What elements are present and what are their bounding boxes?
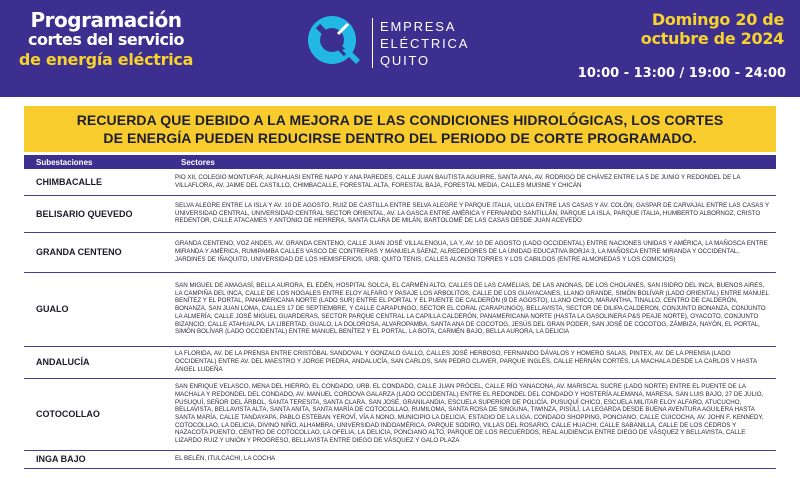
- substation-name: GRANDA CENTENO: [24, 232, 169, 272]
- sector-list: GRANDA CENTENO, VOZ ANDES, AV. GRANDA CENTENO, CALLE JUAN JOSÉ VILLALENGUA, LA Y, AV. 10 DE AGOSTO (LADO OCCIDENTAL) ENTRE NACIONES UNIDAS Y AMÉRICA, LA MAÑOSCA ENTRE MIRANDA Y AMÉRICA, RUMIPAMBA CALLES VASCO DE CONTRERAS Y MANUELA SÁENZ, ALREDEDORES DE LA UNIDAD EDUCATIVA BORJA 3, LA MAÑOSCA ENTRE MIRANDA Y OCCIDENTAL, JARDINES DE IÑAQUITO, UNIVERSIDAD DE LOS HEMISFERIOS, URB. QUITO TENIS, CALLES ALONSO TORRES Y LOS CABILDOS (ENTRE ALMONEDAS Y LOS COMICIOS): [169, 232, 776, 272]
- outage-hours: 10:00 - 13:00 / 19:00 - 24:00: [577, 66, 786, 81]
- sector-list: SAN MIGUEL DE AMAGASÍ, BELLA AURORA, EL EDÉN, HOSPITAL SOLCA, EL CARMÉN ALTO, CALLES DE LAS CAMELIAS, DE LAS ANONAS, DE LOS CHOLANES, SAN ISIDRO DEL INCA, BUENOS AIRES, LA CAMPIÑA DEL INCA, CALLE DE LOS NOGALES ENTRE ELOY ALFARO Y PASAJE LOS ARBOLITOS, CALLE DE LOS GUAYACANES, LLANO GRANDE, SIMÓN BOLÍVAR (LADO ORIENTAL) ENTRE MANUEL BENÍTEZ Y EL PORTAL, PANAMERICANA NORTE (LADO SUR) ENTRE EL PORTAL Y EL PUENTE DE CALDERÓN (9 DE AGOSTO), LLANO CHICO, MARANTHA, TINALLO, CENTRO DE CALDERÓN, BONANZA, SAN JUAN LOMA, CALLES 17 DE SEPTIEMBRE, Y CALLE CARAPUNGO, SECTOR EL CORAL (CARAPUNGO), BELLAVISTA, SECTOR DE DILIPA CALDERON, CONJUNTO BONANZA, CONJUNTO LA ALMERÍA, CALLE JOSÉ MIGUEL GUARDERAS, SECTOR PARQUE CENTRAL LA CAPILLA CALDERÓN, PANAMERICANA NORTE (HASTA LA GASOLINERA P&S PEAJE NORTE), OYACOTO, CONJUNTO BIZANCIO, CALLE ATAHUALPA, LA LIBERTAD, GUALO, LA DOLOROSA, ALVAROPAMBA, SANTA ANA DE COCOTOG, JESÚS DEL GRAN PODER, SAN JOSÉ DE COCOTOG, ZÁMBIZA, NAYÓN, EL PORTAL, SIMÓN BOLÍVAR (LADO OCCIDENTAL) ENTRE MANUEL BENÍTEZ Y EL PORTAL, LA BOTA, CARMÉN BAJO, BELLA AURORA, LA DELICIA: [169, 272, 776, 346]
- substation-name: GUALO: [24, 272, 169, 346]
- date-line-1: Domingo 20 de: [651, 10, 784, 29]
- date-block: [641, 10, 784, 48]
- notice-line-1: RECUERDA QUE DEBIDO A LA MEJORA DE LAS CONDICIONES HIDROLÓGICAS, LOS CORTES: [76, 112, 724, 128]
- table-header-row: [24, 155, 776, 169]
- table-row: [24, 272, 776, 346]
- sector-list: SAN ENRIQUE VELASCO, MENA DEL HIERRO, EL CONDADO, URB. EL CONDADO, CALLE JUAN PRÓCEL, CALLE RÍO YANACONA, AV. MARISCAL SUCRE (LADO NORTE) ENTRE EL PUENTE DE LA MACHALA Y REDONDEL DEL CONDADO, AV. MANUEL CORDOVA GALARZA (LADO OCCIDENTAL) ENTRE EL REDONDEL DEL CONDADO Y HOSTERÍA ALEMANA, MARESA, SAN LUIS BAJO, 27 DE JULIO, PUSUQUÍ, SEÑOR DEL ÁRBOL, SANTA TERESITA, SANTA CLARA, SAN JOSÉ, GRANILANDIA, ESCUELA SUPERIOR DE POLICÍA, PUSUQUÍ CHICO, ESCUELA MILITAR ELOY ALFARO, ATUCUCHO, BELLAVISTA, BELLAVISTA ALTA, SANTA ANITA, SANTA MARÍA DE COTOCOLLAO, RUMILOMA, SANTA ROSA DE SINGUNA, TIWINZA, PISULÍ, LA LEGARDA DESDE BUENA AVENTURA AGUILERA HASTA SANTA MARÍA, CALLE TANDAYAPA, PABLO ESTEBAN YEROVÍ, VÍA A NONO, MUNICIPIO LA DELICIA, ESTADIO DE LA LIGA, CONDADO SHOPPING, PONCIANO, CALLE CUICOCHA, AV. JOHN F. KENNEDY, COTOCOLLAO, LA DELICIA, DIVINO NIÑO, ALHAMBRA, UNIVERSIDAD INDOAMÉRICA, PARQUE SODIRO, VILLAS DEL ROSARIO, CALLE HUACHI, CALLE SABANILLA, CALLE DE LOS CEDROS Y NAZACOTA PUENTO, CENTRO DE COTOCOLLAO, LA OFELIA, LA DELICIA, PONCIANO ALTO, PARQUE DE LOS RECUERDOS, REAL AUDIENCIA ENTRE DIEGO DE VÁSQUEZ Y BELLAVISTA, CALLE LIZARDO RUIZ Y UNIÓN Y PROGRESO, BELLAVISTA ENTRE DIEGO DE VÁSQUEZ Y GALO PLAZA: [169, 378, 776, 450]
- title-line-1: Programación: [30, 8, 182, 32]
- title-line-2: cortes del servicio: [28, 30, 184, 49]
- company-line-2: ELÉCTRICA: [380, 36, 470, 51]
- company-logo-icon: [304, 12, 362, 72]
- logo-divider: [372, 18, 373, 68]
- header-sectors: Sectores: [169, 155, 776, 169]
- title-line-3: de energía eléctrica: [18, 50, 194, 69]
- table-row: [24, 195, 776, 232]
- sector-list: LA FLORIDA, AV. DE LA PRENSA ENTRE CRISTÓBAL SANDOVAL Y GONZALO GALLO, CALLES JOSÉ HERBOSO, FERNANDO DÁVALOS Y HOMERO SALAS, PINTEX, AV. DE LA PRENSA (LADO OCCIDENTAL) ENTRE AV. DEL MAESTRO Y JORGE PIEDRA, ANDALUCÍA, SAN CARLOS, SAN PEDRO CLAVER, PARQUE INGLÉS, CALLE HERNÁN CORTÉS, LA MACHALA DESDE LA CARLOS V HASTA ÁNGEL LUDEÑA: [169, 346, 776, 378]
- sector-list: PIO XII, COLEGIO MONTUFAR, ALPAHUASI ENTRE NAPO Y ANA PAREDES, CALLE JUAN BAUTISTA AGUIRRE, SANTA ANA, AV. RODRIGO DE CHÁVEZ ENTRE LA 5 DE JUNIO Y REDONDEL DE LA VILLAFLORA, AV. JAIME DEL CASTILLO, CHIMBACALLE, FORESTAL ALTA, FORESTAL BAJA, FORESTAL MEDIA, CALLES MUISNE Y CHICÁN: [169, 169, 776, 195]
- substation-name: BELISARIO QUEVEDO: [24, 195, 169, 232]
- company-name: [380, 18, 469, 69]
- table-row: [24, 346, 776, 378]
- company-line-3: QUITO: [380, 53, 430, 68]
- substation-name: COTOCOLLAO: [24, 378, 169, 450]
- table-row: [24, 169, 776, 195]
- page-title: [16, 10, 196, 70]
- substation-name: ANDALUCÍA: [24, 346, 169, 378]
- header-substations: Subestaciones: [24, 155, 169, 169]
- substation-name: INGA BAJO: [24, 450, 169, 468]
- sector-list: EL BELÉN, ITULCACHI, LA COCHA: [169, 450, 776, 468]
- date-line-2: octubre de 2024: [640, 29, 784, 48]
- outage-table: [24, 155, 776, 469]
- notice-banner: [24, 106, 776, 152]
- notice-line-2: DE ENERGÍA PUEDEN REDUCIRSE DENTRO DEL PERIODO DE CORTE PROGRAMADO.: [103, 130, 697, 146]
- substation-name: CHIMBACALLE: [24, 169, 169, 195]
- table-row: [24, 450, 776, 468]
- table-row: [24, 378, 776, 450]
- company-line-1: EMPRESA: [380, 19, 457, 34]
- sector-list: SELVA ALEGRE ENTRE LA ISLA Y AV. 10 DE AGOSTO, RUIZ DE CASTILLA ENTRE SELVA ALEGRE Y PARQUE ITALIA, ULLOA ENTRE LAS CASAS Y AV. COLÓN, GASPAR DE CARVAJAL ENTRE LAS CASAS Y UNIVERSIDAD CENTRAL, UNIVERSIDAD CENTRAL SECTOR ORIENTAL, AV. LA GASCA ENTRE AMÉRICA Y FERNANDO SANTILLÁN, PARQUE LA ISLA, PARQUE ITALIA, HUMBERTO ALBORNOZ, CRISTO REDENTOR, CALLE ATACAMES Y ANTONIO DE HERRERA, SANTA CLARA DE MILÁN, BARTOLOMÉ DE LAS CASAS DESDE JUAN ACEVEDO: [169, 195, 776, 232]
- table-row: [24, 232, 776, 272]
- header-banner: [0, 0, 800, 97]
